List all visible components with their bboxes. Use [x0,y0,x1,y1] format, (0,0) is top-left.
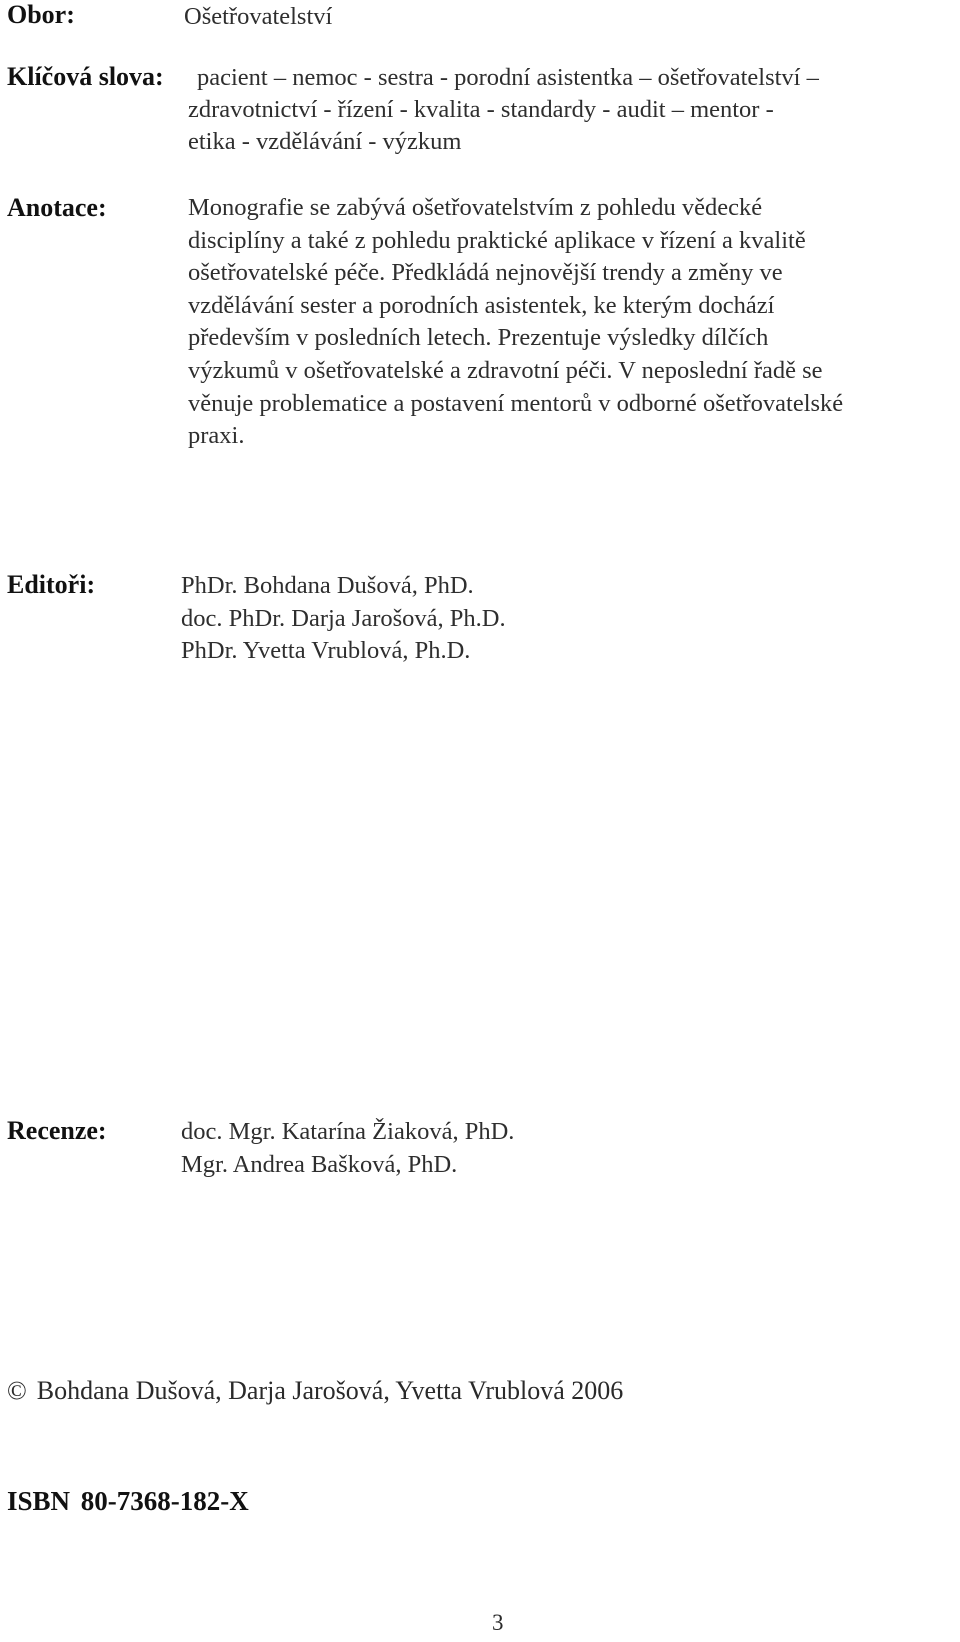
annotation-line: především v posledních letech. Prezentuje výsledky dílčích [188,324,769,352]
editors-list [181,570,506,668]
annotation-line: Monografie se zabývá ošetřovatelstvím z pohledu vědecké [188,194,763,221]
annotation-line: věnuje problematice a postavení mentorů v odborné ošetřovatelské [188,389,844,417]
editor-name: doc. PhDr. Darja Jarošová, Ph.D. [181,604,506,632]
annotation-line: vzdělávání sester a porodních asistentek, ke kterým dochází [188,291,775,319]
editor-name: PhDr. Yvetta Vrublová, Ph.D. [181,637,471,664]
field-label-obor: Obor: [7,0,75,29]
copyright-text: Bohdana Dušová, Darja Jarošová, Yvetta Vrublová 2006 [36,1376,624,1405]
page-number: 3 [492,1610,504,1635]
annotation-line: disciplíny a také z pohledu praktické aplikace v řízení a kvalitě [188,226,806,254]
annotation-line: ošetřovatelské péče. Předkládá nejnovější trendy a změny ve [188,259,783,287]
copyright-symbol: © [7,1376,27,1405]
copyright-line [7,1376,623,1406]
annotation-line: výzkumů v ošetřovatelské a zdravotní péči. V neposlední řadě se [188,356,823,384]
reviewers-list [181,1116,514,1181]
field-value-obor: Ošetřovatelství [184,3,333,30]
isbn: ISBN 80-7368-182-X [7,1486,249,1516]
editor-name: PhDr. Bohdana Dušová, PhD. [181,572,474,599]
field-label-reviewers: Recenze: [7,1116,107,1145]
keywords-line: etika - vzdělávání - výzkum [188,128,462,155]
reviewer-name: Mgr. Andrea Bašková, PhD. [181,1150,458,1178]
keywords-text [188,62,819,158]
keywords-line: zdravotnictví - řízení - kvalita - standardy - audit – mentor - [188,96,774,123]
keywords-line: pacient – nemoc - sestra - porodní asistentka – ošetřovatelství – [197,64,819,91]
annotation-line: praxi. [188,422,245,450]
field-label-editors: Editoři: [7,570,96,599]
field-label-annotation: Anotace: [7,193,107,222]
field-label-keywords: Klíčová slova: [7,62,164,91]
annotation-text [188,192,843,453]
reviewer-name: doc. Mgr. Katarína Žiaková, PhD. [181,1118,515,1145]
